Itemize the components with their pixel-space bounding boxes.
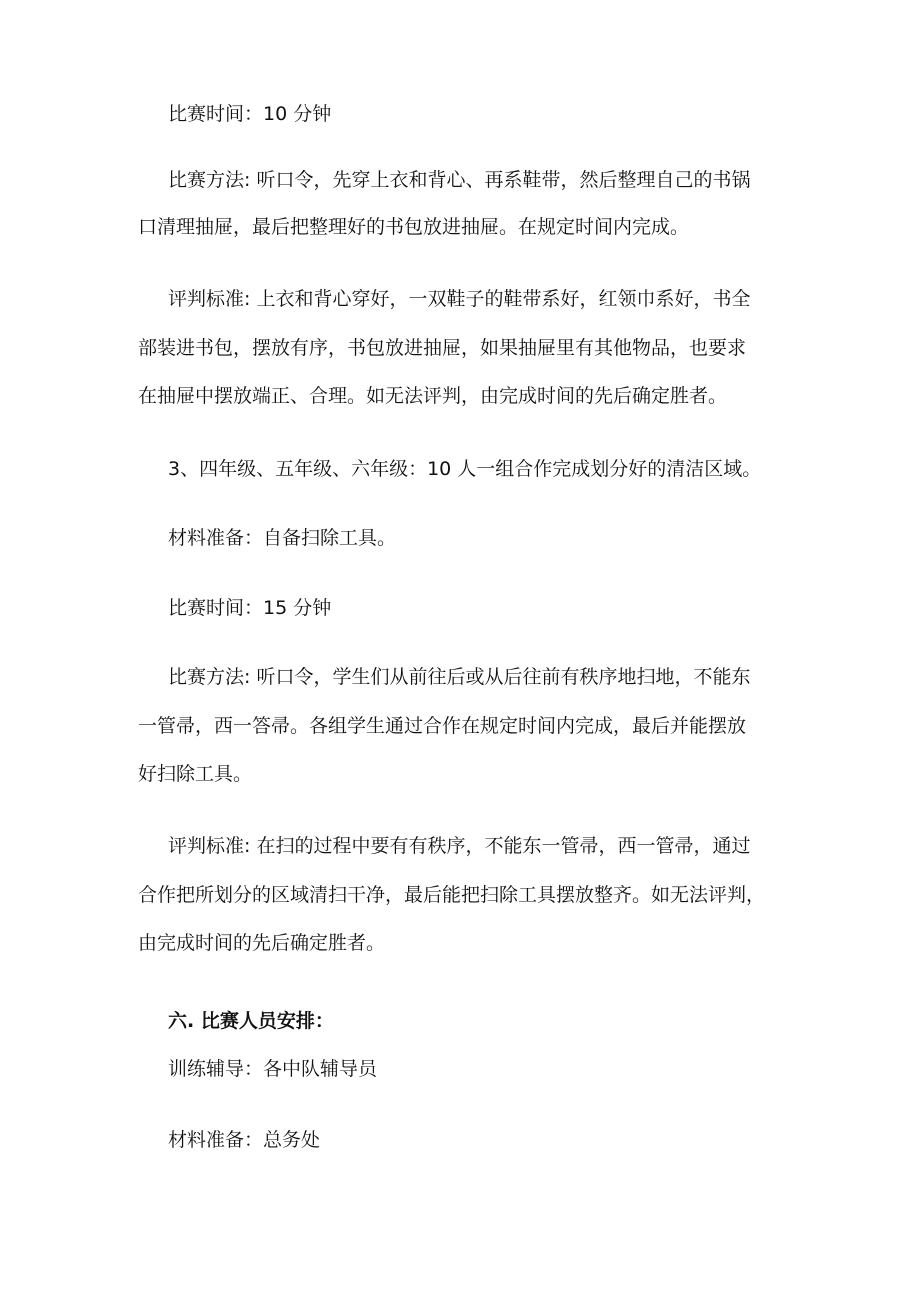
text-line: 比赛方法: 听口令，先穿上衣和背心、再系鞋带，然后整理自己的书锅 xyxy=(168,169,751,191)
text-line: 比赛方法: 听口令，学生们从前往后或从后往前有秩序地扫地，不能东 xyxy=(168,666,751,688)
text-line: 合作把所划分的区域清扫干净，最后能把扫除工具摆放整齐。如无法评判， xyxy=(138,884,766,906)
text-line: 好扫除工具。 xyxy=(138,763,253,785)
text-line: 材料准备：总务处 xyxy=(168,1129,321,1151)
text-line: 材料准备：自备扫除工具。 xyxy=(168,527,397,549)
text-line: 在抽屉中摆放端正、合理。如无法评判，由完成时间的先后确定胜者。 xyxy=(138,385,728,407)
text-line: 评判标准: 在扫的过程中要有有秩序，不能东一管帚，西一管帚，通过 xyxy=(168,835,751,857)
text-line: 口清理抽屉，最后把整理好的书包放进抽屉。在规定时间内完成。 xyxy=(138,216,690,238)
text-line: 比赛时间：15 分钟 xyxy=(168,597,332,619)
text-line: 比赛时间：10 分钟 xyxy=(168,103,332,125)
text-line: 3、四年级、五年级、六年级：10 人一组合作完成划分好的清洁区域。 xyxy=(168,458,762,480)
text-line: 由完成时间的先后确定胜者。 xyxy=(138,932,386,954)
section-heading: 六. 比赛人员安排： xyxy=(168,1010,334,1032)
text-line: 训练辅导：各中队辅导员 xyxy=(168,1058,378,1080)
text-line: 评判标准: 上衣和背心穿好，一双鞋子的鞋带系好，红领巾系好，书全 xyxy=(168,288,751,310)
text-line: 部装进书包，摆放有序，书包放进抽屉，如果抽屉里有其他物品，也要求 xyxy=(138,337,747,359)
text-line: 一管帚，西一答帚。各组学生通过合作在规定时间内完成，最后并能摆放 xyxy=(138,715,747,737)
